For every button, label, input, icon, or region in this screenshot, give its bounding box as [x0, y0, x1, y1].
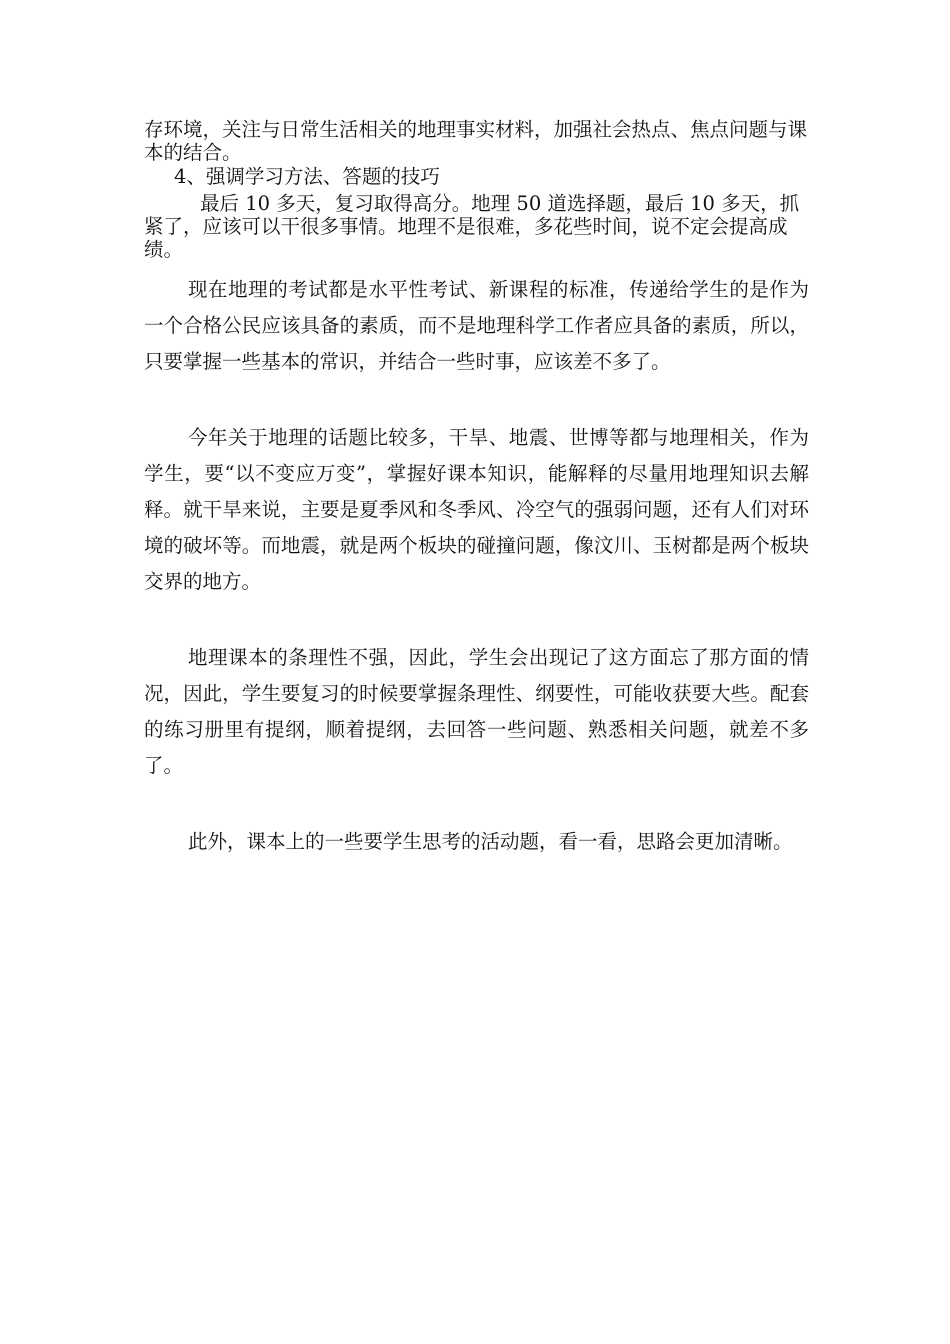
continued-paragraph: 存环境，关注与日常生活相关的地理事实材料，加强社会热点、焦点问题与课本的结合。: [144, 118, 808, 164]
paragraph: 此外，课本上的一些要学生思考的活动题，看一看，思路会更加清晰。: [188, 830, 793, 853]
intro-paragraph: 最后 10 多天，复习取得高分。地理 50 道选择题，最后 10 多天，抓紧了，应该可以干很多事情。地理不是很难，多花些时间，说不定会提高成绩。: [144, 192, 800, 261]
paragraph: 现在地理的考试都是水平性考试、新课程的标准，传递给学生的是作为一个合格公民应该具备的素质，而不是地理科学工作者应具备的素质，所以，只要掌握一些基本的常识，并结合一些时事，应该差不多了。: [144, 278, 809, 373]
paragraph: 地理课本的条理性不强，因此，学生会出现记了这方面忘了那方面的情况，因此，学生要复习的时候要掌握条理性、纲要性，可能收获要大些。配套的练习册里有提纲，顺着提纲，去回答一些问题、熟悉相关问题，就差不多了。: [144, 646, 809, 777]
document-body: [144, 118, 809, 860]
top-text-block: [144, 118, 809, 261]
main-paragraphs: [144, 272, 809, 860]
paragraph: 今年关于地理的话题比较多，干旱、地震、世博等都与地理相关，作为学生，要“以不变应万变”，掌握好课本知识，能解释的尽量用地理知识去解释。就干旱来说，主要是夏季风和冬季风、冷空气的强弱问题，还有人们对环境的破坏等。而地震，就是两个板块的碰撞问题，像汶川、玉树都是两个板块交界的地方。: [144, 426, 809, 593]
section-heading: 4、强调学习方法、答题的技巧: [174, 165, 440, 188]
